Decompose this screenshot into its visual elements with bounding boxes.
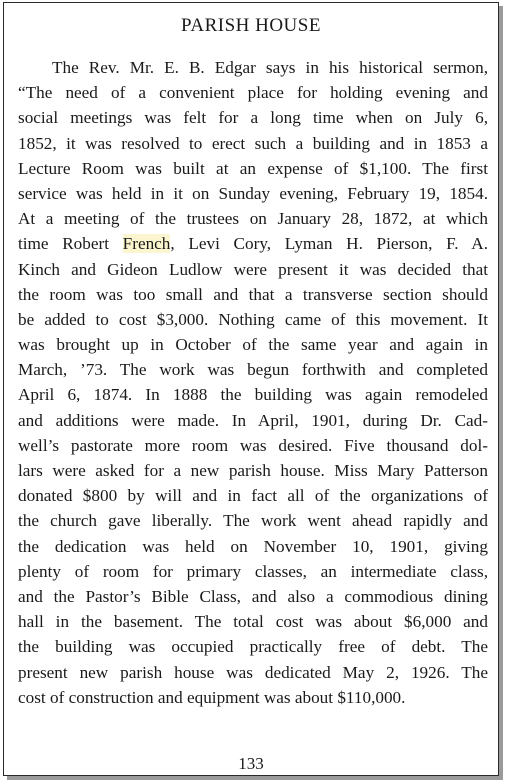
page-number: 133 [238, 754, 264, 773]
text-line: the room was too small and that a transverse section should [18, 284, 488, 304]
text-line: was brought up in October of the same year and again in [18, 335, 488, 355]
text-line: present new parish house was dedicated May 2, 1926. The [18, 662, 488, 682]
text-line: and the Pastor’s Bible Class, and also a commodious dining [18, 586, 488, 606]
page-heading: PARISH HOUSE [181, 15, 321, 36]
text-line: the building was occupied practically free of debt. The [18, 637, 488, 657]
text-line: cost of construction and equipment was about $110,000. [18, 687, 406, 707]
text-line: March, ’73. The work was begun forthwith and completed [18, 360, 488, 380]
text-line: “The need of a convenient place for holding evening and [18, 83, 488, 103]
text-line: Lecture Room was built at an expense of $1,100. The first [18, 158, 488, 178]
text-line: social meetings was felt for a long time when on July 6, [18, 108, 488, 128]
text-segment: , Levi Cory, Lyman H. Pierson, F. A. [170, 234, 488, 254]
text-line: service was held in it on Sunday evening, February 19, 1854. [18, 183, 488, 203]
book-page [3, 2, 499, 776]
text-line: The Rev. Mr. E. B. Edgar says in his historical sermon, [52, 58, 488, 77]
text-line: well’s pastorate more room was desired. Five thousand dol- [18, 435, 488, 455]
highlighted-word: French [122, 234, 171, 254]
text-line: and additions were made. In April, 1901, during Dr. Cad- [18, 410, 488, 430]
text-line: lars were asked for a new parish house. Miss Mary Patterson [18, 461, 488, 480]
text-line: At a meeting of the trustees on January 28, 1872, at which [18, 209, 488, 229]
text-line: Kinch and Gideon Ludlow were present it was decided that [18, 259, 488, 279]
text-line: plenty of room for primary classes, an intermediate class, [18, 561, 488, 581]
text-segment: time Robert [18, 234, 123, 254]
body-paragraph [18, 55, 488, 710]
text-line [18, 231, 488, 256]
text-line: the church gave liberally. The work went ahead rapidly and [18, 511, 488, 531]
text-line: donated $800 by will and in fact all of the organizations of [18, 486, 488, 506]
text-line: 1852, it was resolved to erect such a building and in 1853 a [18, 133, 488, 153]
text-line: April 6, 1874. In 1888 the building was again remodeled [18, 385, 488, 405]
text-line: be added to cost $3,000. Nothing came of this movement. It [18, 309, 488, 329]
text-line: hall in the basement. The total cost was about $6,000 and [18, 612, 488, 632]
text-line: the dedication was held on November 10, 1901, giving [18, 536, 488, 556]
